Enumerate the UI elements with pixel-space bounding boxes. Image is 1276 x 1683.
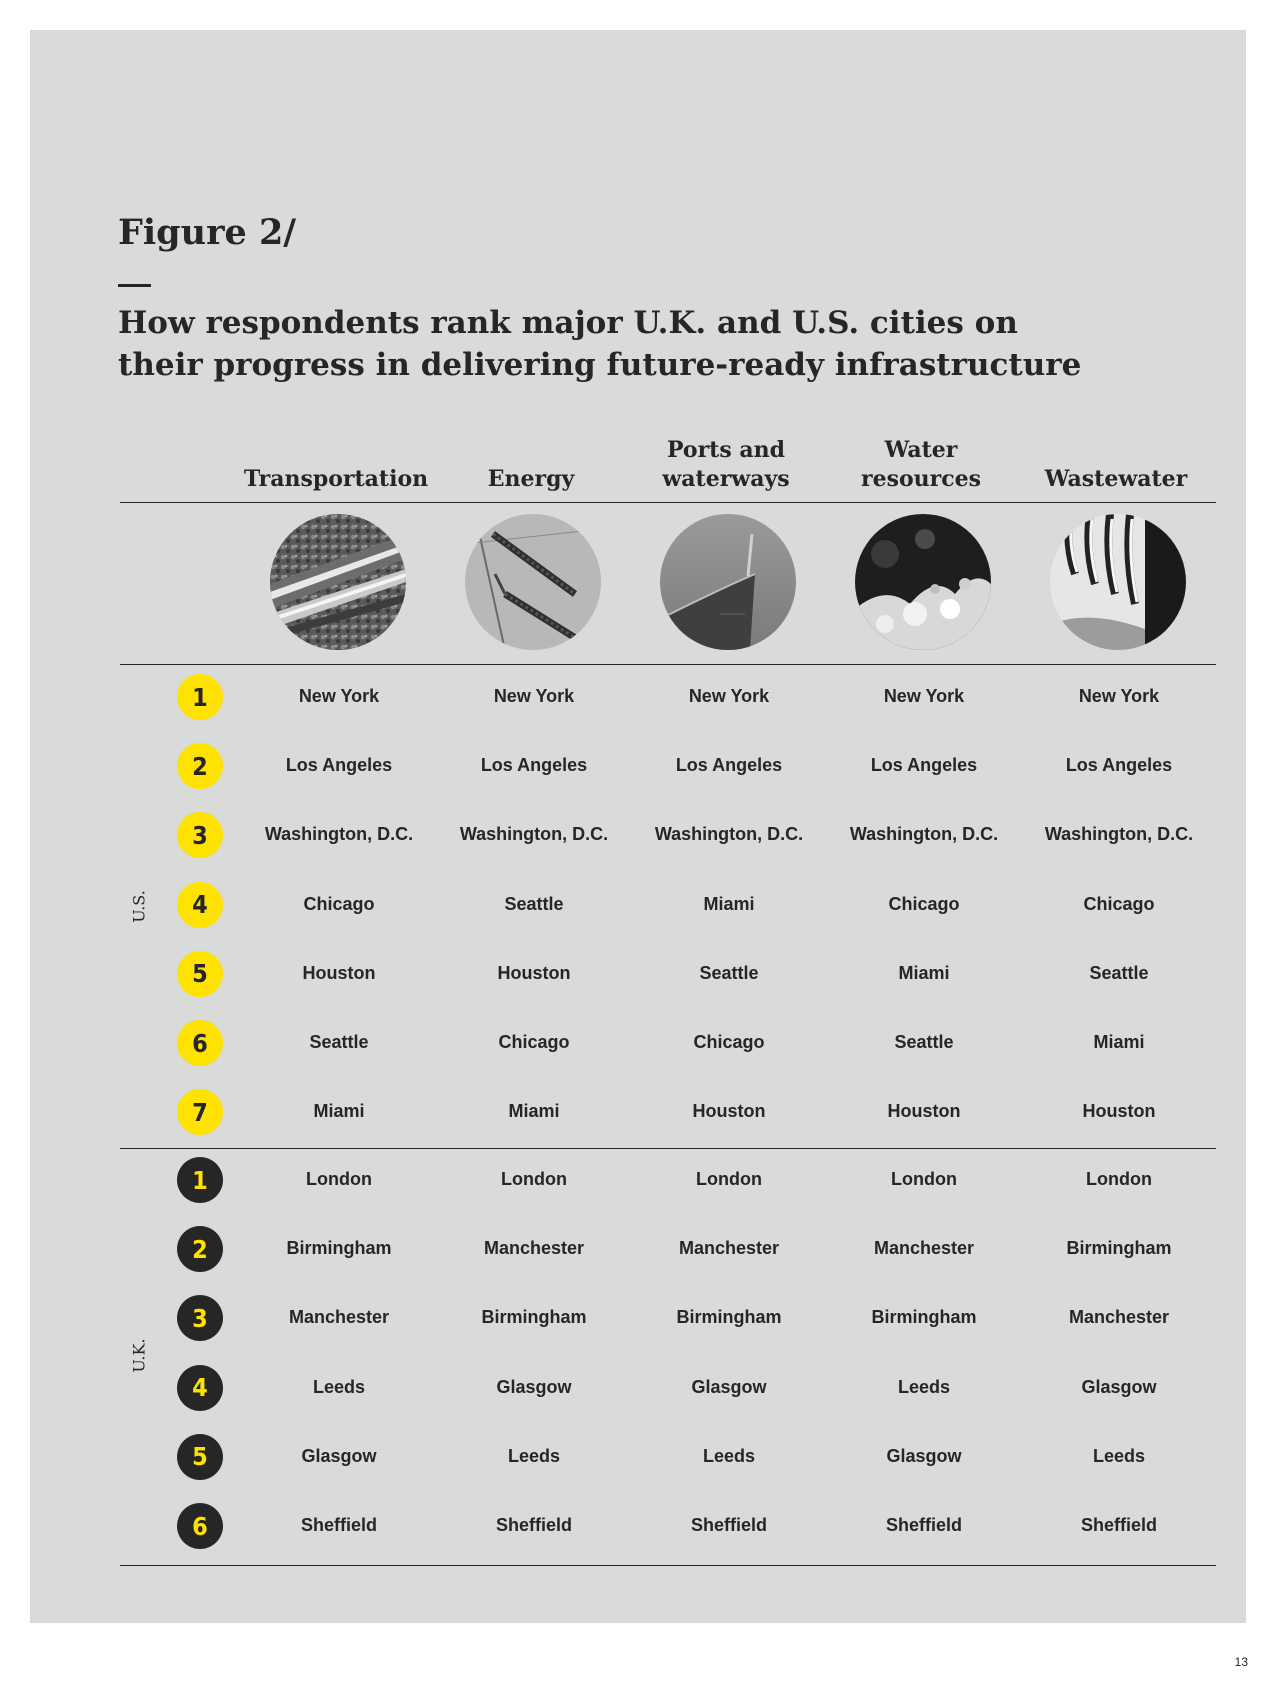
page-number: 13 [1234, 1655, 1248, 1669]
column-header-wastewater: Wastewater [1044, 466, 1188, 492]
city-cell: Sheffield [1080, 1515, 1157, 1535]
water-outflow-photo [1050, 514, 1186, 650]
city-cell: Washington, D.C. [849, 824, 999, 845]
us-rank-badge: 7 [177, 1089, 223, 1135]
city-cell: Sheffield [300, 1515, 377, 1535]
city-cell: Glasgow [301, 1445, 377, 1466]
bottom-rule [120, 1565, 1216, 1566]
city-cell: Leeds [702, 1445, 756, 1466]
city-cell: Glasgow [886, 1445, 962, 1466]
city-cell: New York [883, 686, 965, 706]
us-rank-badge: 5 [177, 951, 223, 997]
city-cell: Sheffield [495, 1515, 572, 1535]
city-cell: Glasgow [1081, 1376, 1157, 1397]
city-cell: Chicago [693, 1032, 765, 1052]
uk-rank-badge: 6 [177, 1503, 223, 1549]
city-cell: Washington, D.C. [459, 824, 609, 845]
city-cell: Miami [898, 962, 950, 983]
column-header-energy: Energy [487, 466, 575, 492]
city-cell: Los Angeles [285, 755, 393, 776]
city-cell: New York [493, 686, 575, 706]
city-cell: Miami [508, 1101, 560, 1122]
city-cell: Seattle [894, 1032, 954, 1052]
city-cell: Washington, D.C. [654, 824, 804, 845]
column-header-ports-line2: waterways [662, 466, 790, 492]
city-cell: New York [1078, 686, 1160, 706]
city-cell: Sheffield [885, 1515, 962, 1535]
city-cell: Seattle [504, 893, 564, 914]
city-cell: Washington, D.C. [1044, 824, 1194, 845]
uk-rank-badge: 1 [177, 1157, 223, 1203]
city-cell: Manchester [678, 1238, 780, 1259]
us-rank-badge: 6 [177, 1020, 223, 1066]
city-cell: Seattle [1089, 962, 1149, 983]
city-cell: Leeds [312, 1376, 366, 1397]
column-header-water-resources [826, 437, 1016, 493]
city-cell: Glasgow [496, 1376, 572, 1397]
city-cell: Los Angeles [1065, 755, 1173, 776]
city-cell: Los Angeles [480, 755, 588, 776]
city-cell: New York [298, 686, 380, 706]
city-cell: Seattle [309, 1032, 369, 1052]
city-cell: Miami [313, 1101, 365, 1122]
us-rank-badge: 2 [177, 743, 223, 789]
city-cell: Chicago [888, 893, 960, 914]
city-cell: Leeds [897, 1376, 951, 1397]
city-cell: Chicago [1083, 893, 1155, 914]
city-cell: Houston [302, 962, 376, 983]
city-cell: Houston [887, 1101, 961, 1122]
figure-title [118, 302, 1158, 386]
city-cell: Manchester [483, 1238, 585, 1259]
city-cell: Chicago [498, 1032, 570, 1052]
uk-rank-badge: 2 [177, 1226, 223, 1272]
uk-rank-badge: 5 [177, 1434, 223, 1480]
city-cell: Manchester [288, 1307, 390, 1328]
column-header-transportation: Transportation [243, 466, 429, 492]
uk-rank-badge: 4 [177, 1365, 223, 1411]
us-rank-badge: 1 [177, 674, 223, 720]
city-cell: London [891, 1169, 957, 1189]
header-rule [120, 502, 1216, 503]
figure-title-line-1: How respondents rank major U.K. and U.S. cities on [118, 305, 1018, 341]
city-cell: Birmingham [676, 1307, 782, 1328]
city-cell: Seattle [699, 962, 759, 983]
city-cell: Chicago [303, 893, 375, 914]
city-cell: Houston [1082, 1101, 1156, 1122]
city-cell: Los Angeles [675, 755, 783, 776]
uk-rank-badge: 3 [177, 1295, 223, 1341]
figure-title-line-2: their progress in delivering future-ready infrastructure [118, 347, 1082, 383]
city-cell: Manchester [873, 1238, 975, 1259]
column-header-water-line1: Water [884, 437, 958, 463]
city-cell: Los Angeles [870, 755, 978, 776]
city-cell: Houston [497, 962, 571, 983]
city-cell: Birmingham [481, 1307, 587, 1328]
city-cell: London [306, 1169, 372, 1189]
city-cell: Leeds [1092, 1445, 1146, 1466]
water-splash-photo [855, 514, 991, 650]
figure-label: Figure 2/ [118, 212, 297, 253]
city-cell: Sheffield [690, 1515, 767, 1535]
column-header-ports-line1: Ports and [666, 437, 786, 463]
column-header-ports-waterways [631, 437, 821, 493]
city-cell: Houston [692, 1101, 766, 1122]
city-cell: Glasgow [691, 1376, 767, 1397]
city-cell: London [696, 1169, 762, 1189]
city-cell: Birmingham [1066, 1238, 1172, 1259]
city-cell: New York [688, 686, 770, 706]
us-group-label: U.S. [129, 890, 149, 923]
city-cell: Manchester [1068, 1307, 1170, 1328]
photos-rule [120, 664, 1216, 665]
rail-tracks-photo [270, 514, 406, 650]
group-divider-rule [120, 1148, 1216, 1149]
city-cell: London [1086, 1169, 1152, 1189]
title-dash [118, 284, 151, 287]
power-line-insulators-photo [465, 514, 601, 650]
us-rank-badge: 4 [177, 882, 223, 928]
city-cell: Leeds [507, 1445, 561, 1466]
city-cell: Miami [703, 893, 755, 914]
city-cell: Birmingham [871, 1307, 977, 1328]
city-cell: Miami [1093, 1032, 1145, 1052]
ship-bow-photo [660, 514, 796, 650]
city-cell: Birmingham [286, 1238, 392, 1259]
column-header-water-line2: resources [860, 466, 981, 492]
uk-group-label: U.K. [129, 1338, 149, 1373]
city-cell: London [501, 1169, 567, 1189]
city-cell: Washington, D.C. [264, 824, 414, 845]
us-rank-badge: 3 [177, 812, 223, 858]
